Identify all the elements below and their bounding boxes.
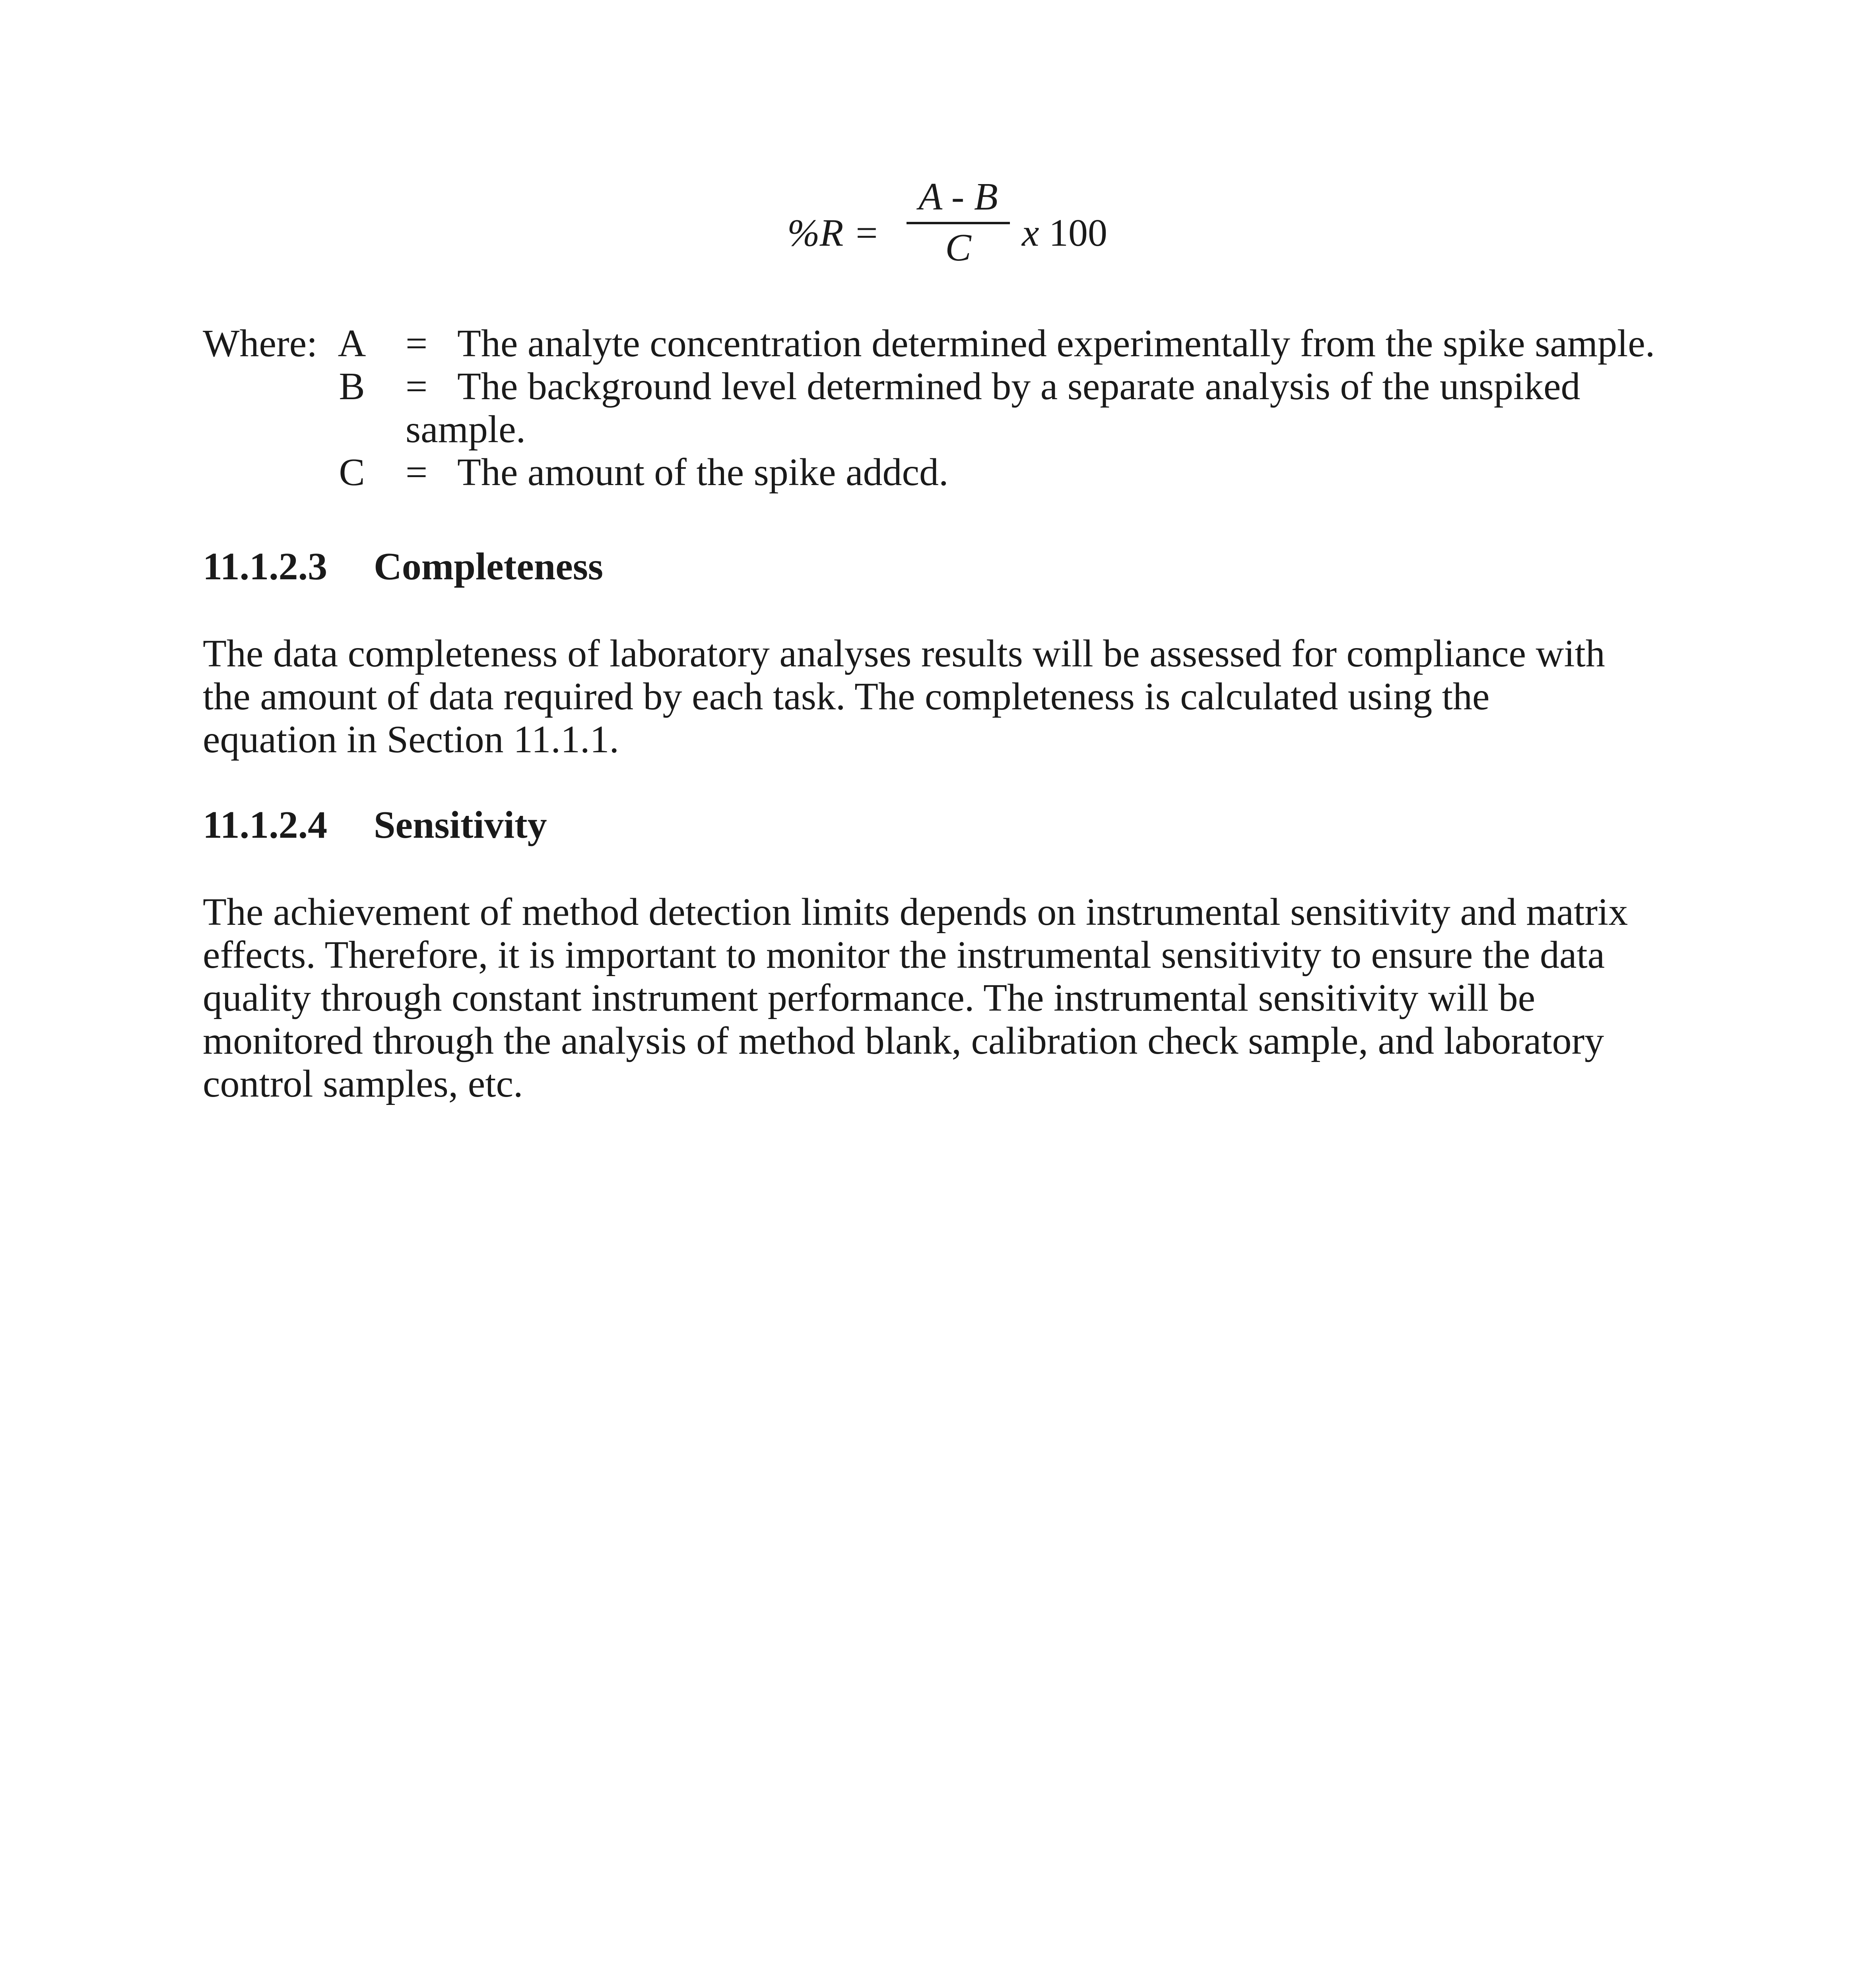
definition-text: The amount of the spike addcd. [457, 451, 949, 494]
definition-text-continuation: sample. [406, 408, 526, 451]
definition-variable: B [339, 365, 365, 408]
formula-definitions [203, 322, 1714, 494]
definition-equals: = [406, 365, 428, 408]
definition-equals: = [406, 451, 428, 494]
formula-multiplier: x [1022, 212, 1039, 254]
section-heading-completeness [203, 545, 603, 588]
section-title: Sensitivity [374, 804, 547, 846]
definition-text: The background level determined by a separate analysis of the unspiked [457, 365, 1580, 408]
definition-variable: C [339, 451, 365, 494]
definition-row [203, 365, 1714, 408]
formula-rhs [1022, 211, 1107, 255]
percent-recovery-formula [787, 175, 1145, 294]
formula-fraction [907, 175, 1010, 270]
definition-row [203, 451, 1714, 494]
definition-row [203, 322, 1714, 365]
section-heading-sensitivity [203, 803, 547, 847]
paragraph-line: equation in Section 11.1.1. [203, 718, 619, 761]
paragraph-line: quality through constant instrument performance. The instrumental sensitivity will be [203, 977, 1536, 1019]
definition-equals: = [406, 322, 428, 365]
section-title: Completeness [374, 545, 604, 588]
section-number: 11.1.2.4 [203, 804, 328, 846]
paragraph-line: the amount of data required by each task. The completeness is calculated using the [203, 675, 1490, 718]
definitions-intro: Where: [203, 322, 318, 365]
paragraph-line: monitored through the analysis of method blank, calibration check sample, and laboratory [203, 1019, 1604, 1062]
paragraph-line: control samples, etc. [203, 1062, 523, 1105]
formula-factor: 100 [1049, 212, 1107, 254]
definition-variable: A [338, 322, 366, 365]
completeness-paragraph [203, 632, 1714, 761]
definition-row-continuation [203, 408, 1714, 451]
sensitivity-paragraph [203, 891, 1714, 1105]
paragraph-line: The achievement of method detection limits depends on instrumental sensitivity and matrix [203, 891, 1628, 934]
paragraph-line: effects. Therefore, it is important to monitor the instrumental sensitivity to ensure the data [203, 934, 1605, 977]
section-number: 11.1.2.3 [203, 545, 328, 588]
formula-denominator: C [945, 226, 971, 269]
definition-text: The analyte concentration determined experimentally from the spike sample. [457, 322, 1655, 365]
fraction-bar [907, 222, 1010, 224]
formula-lhs: %R = [787, 212, 880, 254]
formula-numerator: A - B [918, 175, 998, 218]
paragraph-line: The data completeness of laboratory analyses results will be assessed for compliance with [203, 632, 1605, 675]
